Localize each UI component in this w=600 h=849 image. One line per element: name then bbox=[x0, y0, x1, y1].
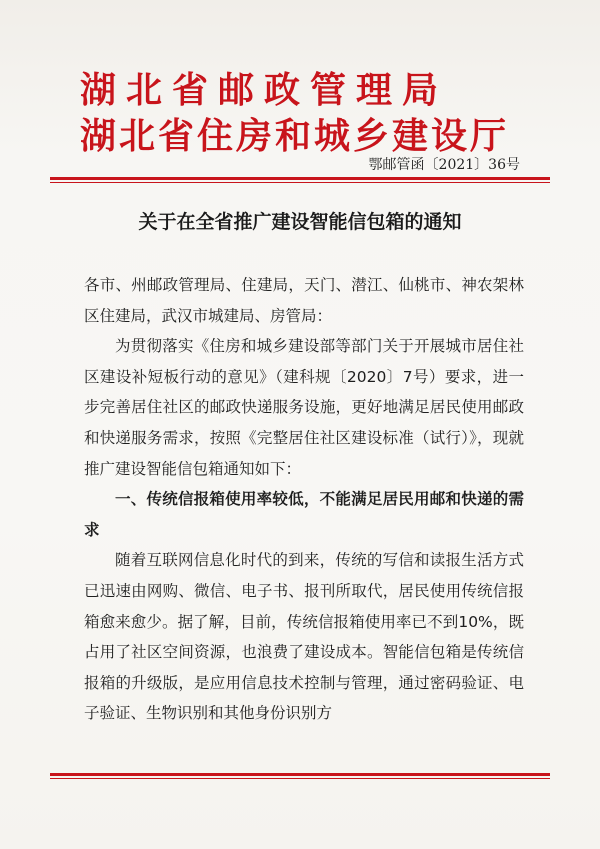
header-divider-thin bbox=[50, 182, 550, 183]
footer-divider-thick bbox=[50, 773, 550, 776]
paragraph-intro: 为贯彻落实《住房和城乡建设部等部门关于开展城市居住社区建设补短板行动的意见》（建科规〔2020〕7号）要求，进一步完善居住社区的邮政快递服务设施，更好地满足居民使用邮政和快递服务需求，按照《完整居住社区建设标准（试行）》，现就推广建设智能信包箱通知如下： bbox=[84, 337, 524, 478]
paragraph-section1: 随着互联网信息化时代的到来，传统的写信和读报生活方式已迅速由网购、微信、电子书、报刊所取代，居民使用传统信报箱愈来愈少。据了解，目前，传统信报箱使用率已不到10%，既占用了社区空间资源，也浪费了建设成本。智能信包箱是传统信报箱的升级版，是应用信息技术控制与管理，通过密码验证、电子验证、生物识别和其他身份识别方 bbox=[84, 551, 524, 723]
section-heading-1: 一、传统信报箱使用率较低，不能满足居民用邮和快递的需求 bbox=[84, 490, 524, 539]
header-divider-thick bbox=[50, 177, 550, 180]
document-title: 关于在全省推广建设智能信包箱的通知 bbox=[138, 211, 462, 233]
footer-divider-thin bbox=[50, 778, 550, 779]
document-number: 鄂邮管函〔2021〕36号 bbox=[368, 157, 520, 173]
issuing-agency-housing: 湖北省住房和城乡建设厅 bbox=[80, 115, 510, 157]
document-body bbox=[84, 270, 524, 729]
addressees: 各市、州邮政管理局、住建局，天门、潜江、仙桃市、神农架林区住建局，武汉市城建局、房管局： bbox=[84, 276, 524, 325]
issuing-agency-postal: 湖北省邮政管理局 bbox=[80, 69, 449, 111]
